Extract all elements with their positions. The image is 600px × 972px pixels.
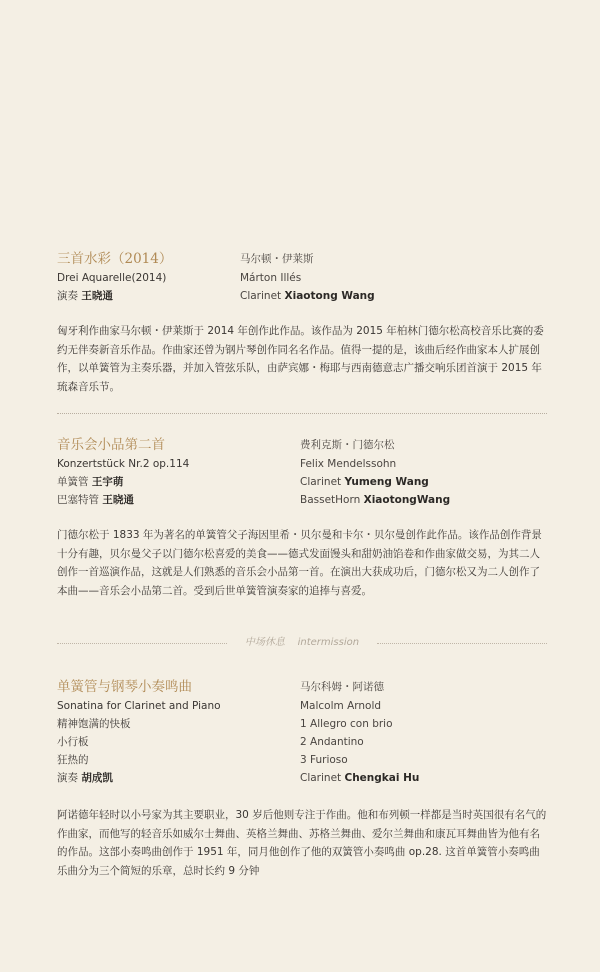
- divider-line-right: [377, 643, 547, 644]
- performer-en: [300, 473, 429, 491]
- performer-name-cn: 王宇萌: [91, 476, 124, 488]
- piece-3-description: 阿诺德年轻时以小号家为其主要职业，30 岁后他则专注于作曲。他和布列顿一样都是当时英国很有名气的作曲家，而他写的轻音乐如威尔士舞曲、英格兰舞曲、苏格兰舞曲、爱尔兰舞曲和康瓦耳舞曲皆为他有名的作品。这部小奏鸣曲创作于 1951 年，同月他创作了他的双簧管小奏鸣曲 op.28. 这首单簧管小奏鸣曲乐曲分为三个简短的乐章，总时长约 9 分钟: [57, 809, 547, 877]
- movement-cn: 狂热的: [57, 754, 89, 766]
- role-en: BassetHorn: [300, 494, 361, 506]
- divider: [57, 413, 547, 414]
- performer-name-en: Xiaotong Wang: [284, 290, 375, 302]
- performer-cn: [57, 473, 123, 491]
- piece-title-en: Drei Aquarelle(2014): [57, 272, 167, 284]
- performer-en: [300, 491, 450, 509]
- composer-cn: 马尔科姆・阿诺德: [300, 681, 384, 693]
- piece-title-en: Sonatina for Clarinet and Piano: [57, 700, 221, 712]
- role-en: Clarinet: [240, 290, 282, 302]
- role-cn: 巴塞特管: [57, 494, 99, 506]
- role-en: Clarinet: [300, 772, 342, 784]
- piece-1-description: 匈牙利作曲家马尔顿・伊莱斯于 2014 年创作此作品。该作品为 2015 年柏林门德尔松高校音乐比赛的委约无伴奏新音乐作品。作曲家还曾为钢片琴创作同名名作品。值得一提的是，该曲后经作曲家本人扩展创作，以单簧管为主奏乐器，并加入管弦乐队，由萨宾娜・梅耶与西南德意志广播交响乐团首演于 2015 年琉森音乐节。: [57, 325, 544, 393]
- role-cn: 演奏: [57, 772, 78, 784]
- movement-cn: 小行板: [57, 736, 89, 748]
- role-cn: 演奏: [57, 290, 78, 302]
- piece-2-header: [57, 435, 547, 509]
- intermission-divider: [57, 636, 547, 650]
- composer-en: Felix Mendelssohn: [300, 458, 397, 470]
- role-en: Clarinet: [300, 476, 342, 488]
- performer-en: [240, 287, 375, 305]
- composer-en: Márton Illés: [240, 272, 302, 284]
- performer-cn: [57, 287, 113, 305]
- performer-cn: [57, 491, 134, 509]
- piece-title-cn: 音乐会小品第二首: [57, 437, 165, 453]
- role-cn: 单簧管: [57, 476, 89, 488]
- piece-2-description: 门德尔松于 1833 年为著名的单簧管父子海因里希・贝尔曼和卡尔・贝尔曼创作此作品。该作品创作背景十分有趣，贝尔曼父子以门德尔松喜爱的美食——德式发面馒头和甜奶油馅卷和作曲家做交易，为其二人创作一首巡演作品，这就是人们熟悉的音乐会小品第一首。在演出大获成功后，门德尔松又为二人创作了本曲——音乐会小品第二首。受到后世单簧管演奏家的追捧与喜爱。: [57, 529, 542, 597]
- piece-title-cn: 三首水彩（2014）: [57, 251, 173, 267]
- performer-en: [300, 769, 419, 787]
- performer-name-cn: 王晓通: [102, 494, 134, 506]
- piece-title-cn: 单簧管与钢琴小奏鸣曲: [57, 679, 192, 695]
- piece-3-header: [57, 677, 547, 787]
- performer-name-en: XiaotongWang: [363, 494, 451, 506]
- movement-en: 1 Allegro con brio: [300, 718, 393, 730]
- composer-en: Malcolm Arnold: [300, 700, 382, 712]
- intermission-en: intermission: [297, 637, 360, 648]
- composer-cn: 费利克斯・门德尔松: [300, 439, 395, 451]
- performer-cn: [57, 769, 113, 787]
- movement-en: 3 Furioso: [300, 754, 348, 766]
- piece-title-en: Konzertstück Nr.2 op.114: [57, 458, 190, 470]
- movement-en: 2 Andantino: [300, 736, 364, 748]
- movement-cn: 精神饱满的快板: [57, 718, 131, 730]
- intermission-cn: 中场休息: [244, 637, 285, 648]
- performer-name-en: Chengkai Hu: [344, 772, 420, 784]
- performer-name-cn: 王晓通: [81, 290, 113, 302]
- performer-name-cn: 胡成凯: [81, 772, 113, 784]
- performer-name-en: Yumeng Wang: [344, 476, 429, 488]
- composer-cn: 马尔顿・伊莱斯: [240, 253, 314, 265]
- piece-1-header: [57, 249, 547, 305]
